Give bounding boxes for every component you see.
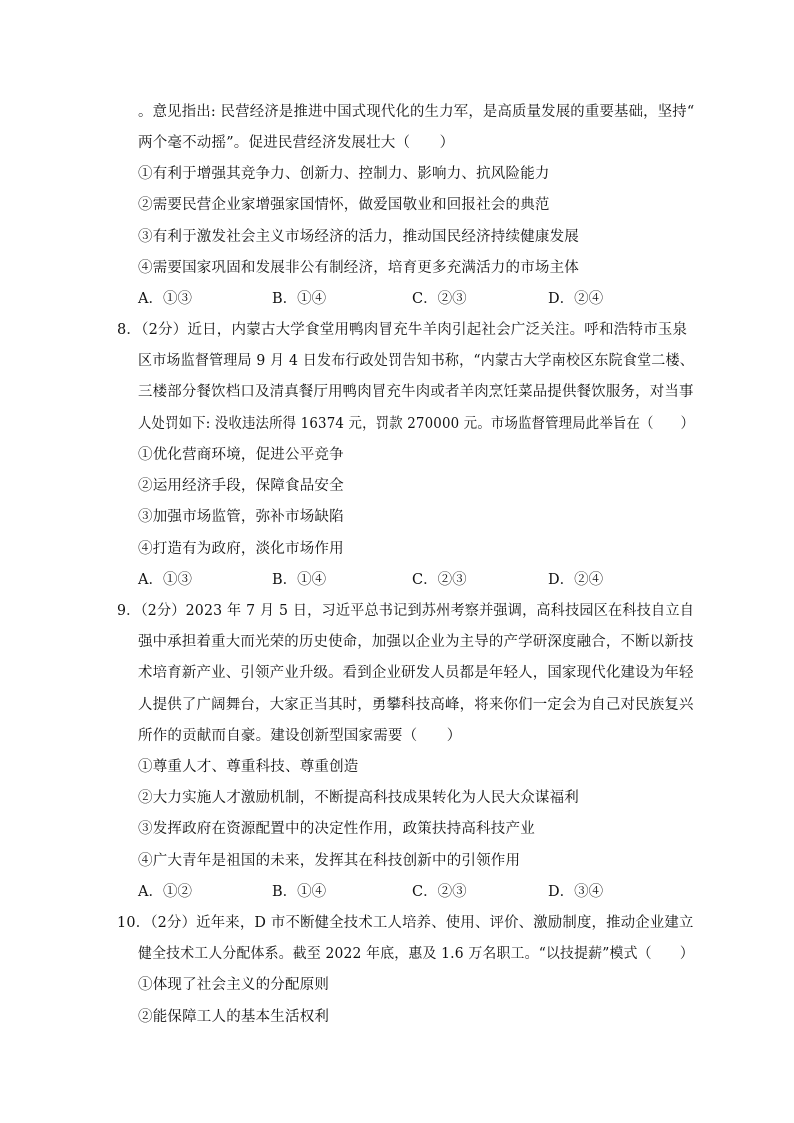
q7-item-4: ④需要国家巩固和发展非公有制经济，培育更多充满活力的市场主体 bbox=[138, 260, 579, 276]
q8-stem-line-2: 区市场监督管理局 9 月 4 日发布行政处罚告知书称，“内蒙古大学南校区东院食堂二楼、 bbox=[138, 353, 694, 369]
q8-item-1: ①优化营商环境，促进公平竞争 bbox=[138, 447, 344, 463]
q7-stem-line-1: 。意见指出: 民营经济是推进中国式现代化的生力军，是高质量发展的重要基础，坚持“ bbox=[138, 104, 695, 120]
q9-stem-line-1: 9．（2分）2023 年 7 月 5 日，习近平总书记到苏州考察并强调，高科技园区在科技自立自 bbox=[117, 603, 695, 619]
q10-item-1: ①体现了社会主义的分配原则 bbox=[138, 977, 330, 993]
q8-option-a[interactable]: A．①③ bbox=[138, 572, 192, 588]
q7-option-a[interactable]: A．①③ bbox=[138, 291, 192, 307]
q9-item-3: ③发挥政府在资源配置中的决定性作用，政策扶持高科技产业 bbox=[138, 821, 535, 837]
q8-option-d[interactable]: D．②④ bbox=[548, 572, 604, 588]
q10-stem-line-1: 10．（2分）近年来，D 市不断健全技术工人培养、使用、评价、激励制度，推动企业建立 bbox=[117, 915, 694, 931]
q9-stem-line-4: 人提供了广阔舞台，大家正当其时，勇攀科技高峰，将来你们一定会为自己对民族复兴 bbox=[138, 697, 694, 713]
q9-option-d[interactable]: D．③④ bbox=[548, 884, 604, 900]
q7-item-1: ①有利于增强其竞争力、创新力、控制力、影响力、抗风险能力 bbox=[138, 166, 550, 182]
q9-option-b[interactable]: B．①④ bbox=[272, 884, 327, 900]
q9-stem-line-5: 所作的贡献而自豪。建设创新型国家需要（ ） bbox=[138, 728, 462, 744]
q8-item-4: ④打造有为政府，淡化市场作用 bbox=[138, 541, 344, 557]
q8-item-2: ②运用经济手段，保障食品安全 bbox=[138, 478, 344, 494]
q7-item-2: ②需要民营企业家增强家国情怀，做爱国敬业和回报社会的典范 bbox=[138, 197, 550, 213]
q7-option-c[interactable]: C．②③ bbox=[412, 291, 467, 307]
q8-stem-line-4: 人处罚如下: 没收违法所得 16374 元，罚款 270000 元。市场监督管理局此举旨在（ ） bbox=[138, 416, 695, 432]
q7-option-b[interactable]: B．①④ bbox=[272, 291, 327, 307]
q9-item-1: ①尊重人才、尊重科技、尊重创造 bbox=[138, 759, 359, 775]
q7-stem-line-2: 两个毫不动摇”。促进民营经济发展壮大（ ） bbox=[138, 135, 455, 151]
q9-option-a[interactable]: A．①② bbox=[138, 884, 192, 900]
q7-option-d[interactable]: D．②④ bbox=[548, 291, 604, 307]
q9-option-c[interactable]: C．②③ bbox=[412, 884, 467, 900]
q8-item-3: ③加强市场监管，弥补市场缺陷 bbox=[138, 509, 344, 525]
q8-stem-line-1: 8．（2分）近日，内蒙古大学食堂用鸭肉冒充牛羊肉引起社会广泛关注。呼和浩特市玉泉 bbox=[117, 322, 688, 338]
q9-item-2: ②大力实施人才激励机制，不断提高科技成果转化为人民大众谋福利 bbox=[138, 790, 579, 806]
q9-item-4: ④广大青年是祖国的未来，发挥其在科技创新中的引领作用 bbox=[138, 853, 521, 869]
q7-item-3: ③有利于激发社会主义市场经济的活力，推动国民经济持续健康发展 bbox=[138, 229, 579, 245]
q9-stem-line-2: 强中承担着重大而光荣的历史使命，加强以企业为主导的产学研深度融合，不断以新技 bbox=[138, 634, 694, 650]
q8-option-b[interactable]: B．①④ bbox=[272, 572, 327, 588]
q8-stem-line-3: 三楼部分餐饮档口及清真餐厅用鸭肉冒充牛肉或者羊肉烹饪菜品提供餐饮服务，对当事 bbox=[138, 384, 694, 400]
q10-item-2: ②能保障工人的基本生活权利 bbox=[138, 1009, 330, 1025]
q10-stem-line-2: 健全技术工人分配体系。截至 2022 年底，惠及 1.6 万名职工。“以技提薪”模式（ ） bbox=[138, 946, 694, 962]
q9-stem-line-3: 术培育新产业、引领产业升级。看到企业研发人员都是年轻人，国家现代化建设为年轻 bbox=[138, 665, 694, 681]
q8-option-c[interactable]: C．②③ bbox=[412, 572, 467, 588]
